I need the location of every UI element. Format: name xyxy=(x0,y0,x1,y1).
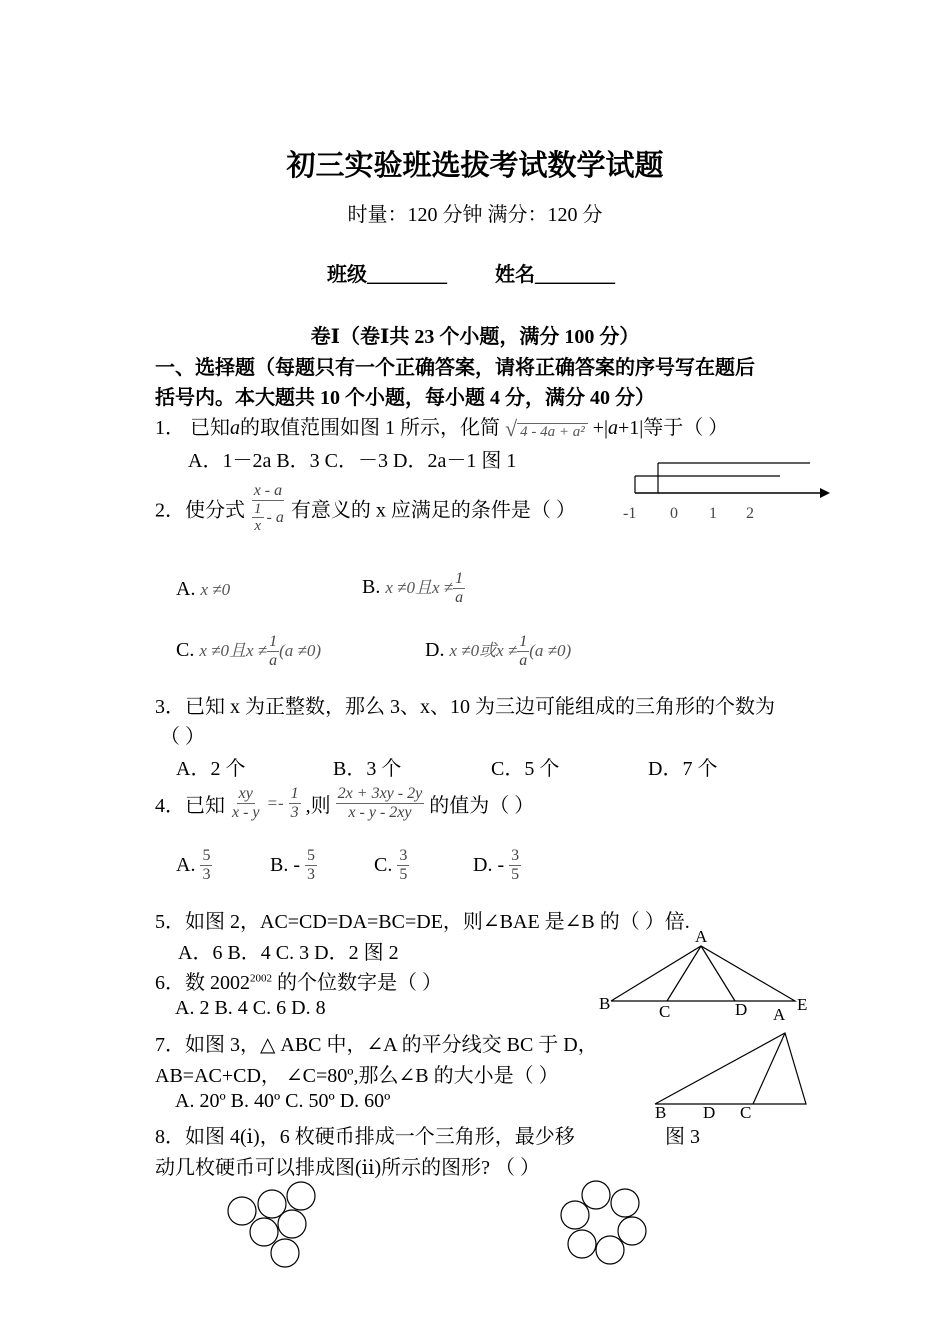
time-info: 时量：120 分钟 满分：120 分 xyxy=(347,204,603,226)
sqrt-expression: √ 4 - 4a + a² xyxy=(505,416,588,442)
part1-heading-cont: 括号内。本大题共 10 个小题，每小题 4 分，满分 40 分） xyxy=(155,387,655,409)
question-6-options: A. 2 B. 4 C. 6 D. 8 xyxy=(175,997,326,1019)
arrow-icon xyxy=(820,488,830,498)
figure-4-i-coins xyxy=(220,1175,330,1275)
question-7: 7．如图 3，△ ABC 中，∠A 的平分线交 BC 于 D， xyxy=(155,1034,598,1056)
figure-3 xyxy=(645,1005,825,1125)
class-field[interactable]: 班级________ xyxy=(327,264,447,286)
coin xyxy=(287,1182,315,1210)
volume-heading: 卷Ⅰ（卷Ⅰ共 23 个小题，满分 100 分） xyxy=(310,326,640,348)
coin xyxy=(278,1210,306,1238)
point-label: A xyxy=(773,1005,786,1024)
coin xyxy=(611,1189,639,1217)
figure-3-caption: 图 3 xyxy=(665,1126,700,1148)
coin xyxy=(561,1201,589,1229)
tick-label: 0 xyxy=(670,505,678,522)
q3-option-b: B．3 个 xyxy=(333,758,402,780)
coin xyxy=(596,1236,624,1264)
tick-label: 1 xyxy=(709,505,717,522)
coin xyxy=(568,1230,596,1258)
page-title: 初三实验班选拔考试数学试题 xyxy=(286,148,664,182)
segment-ac xyxy=(667,946,701,1001)
coin xyxy=(228,1197,256,1225)
q3-option-c: C．5 个 xyxy=(491,758,560,780)
q2-option-d: D. x ≠0或x ≠ $\frac{1}{a}$ (a ≠0) xyxy=(425,633,572,669)
coin xyxy=(271,1239,299,1267)
segment-ad xyxy=(701,946,735,1001)
triangle-bae xyxy=(611,946,795,1001)
q4-option-b: B. - $\frac{5}{3}$ xyxy=(270,847,315,883)
question-6: 6．数 $2002^{2002}$ 的个位数字是（ ） xyxy=(155,972,442,994)
question-3-cont: （ ） xyxy=(160,726,205,748)
point-label: C xyxy=(659,1002,671,1021)
question-8: 8．如图 4(ⅰ)，6 枚硬币排成一个三角形，最少移 xyxy=(155,1126,575,1148)
coin xyxy=(618,1217,646,1245)
triangle-abc xyxy=(655,1033,806,1104)
point-label: D xyxy=(735,1000,748,1019)
point-label: B xyxy=(599,994,611,1013)
q4-option-a: A. $\frac{5}{3}$ xyxy=(176,847,211,883)
q3-option-d: D．7 个 xyxy=(648,758,718,780)
coin xyxy=(250,1218,278,1246)
tick-label: -1 xyxy=(623,505,637,522)
q2-option-b: B. x ≠0且x ≠ $\frac{1}{a}$ xyxy=(362,570,464,606)
question-7-cont: AB=AC+CD， ∠C=80º,那么∠B 的大小是（ ） xyxy=(155,1065,559,1087)
tick-label: 2 xyxy=(746,505,754,522)
coin xyxy=(582,1181,610,1209)
point-label: A xyxy=(695,927,708,946)
question-5-options: A．6 B．4 C. 3 D．2 图 2 xyxy=(178,942,399,964)
figure-4-ii-coins xyxy=(550,1175,660,1275)
question-7-options: A. 20º B. 40º C. 50º D. 60º xyxy=(175,1090,391,1112)
question-3: 3．已知 x 为正整数，那么 3、x、10 为三边可能组成的三角形的个数为 xyxy=(155,696,775,718)
question-8-cont: 动几枚硬币可以排成图(ⅱ)所示的图形? （ ） xyxy=(155,1157,540,1179)
question-4: 4．已知 $\frac{xy}{x - y}$ =- $\frac{1}{3}$ ,则 $\frac{2x + 3xy - 2y}{x - y - 2xy}$ 的值为（ ） xyxy=(155,785,535,821)
q2-fraction: x - a $\frac{1}{x}$ - a xyxy=(253,482,284,534)
question-1: 1． 已知a的取值范围如图 1 所示，化简 √ 4 - 4a + a² +|a+1|等于（ ） xyxy=(155,416,729,442)
question-1-options: A．1－2a B．3 C．－3 D．2a－1 图 1 xyxy=(188,450,517,472)
question-5: 5．如图 2，AC=CD=DA=BC=DE，则∠BAE 是∠B 的（ ）倍. xyxy=(155,911,690,933)
q3-option-a: A．2 个 xyxy=(176,758,246,780)
point-label: C xyxy=(740,1103,752,1122)
point-label: E xyxy=(797,995,808,1014)
name-field[interactable]: 姓名________ xyxy=(495,264,615,286)
q4-option-c: C. $\frac{3}{5}$ xyxy=(374,847,408,883)
number-line-figure xyxy=(615,455,830,530)
q4-option-d: D. - $\frac{3}{5}$ xyxy=(473,847,520,883)
part1-heading: 一、选择题（每题只有一个正确答案，请将正确答案的序号写在题后 xyxy=(155,357,755,379)
q2-option-c: C. x ≠0且x ≠ $\frac{1}{a}$ (a ≠0) xyxy=(176,633,322,669)
point-label: D xyxy=(703,1103,716,1122)
bisector-ad xyxy=(753,1033,785,1104)
point-label: B xyxy=(655,1103,667,1122)
question-2: 2．使分式 x - a $\frac{1}{x}$ - a 有意义的 x 应满足的条件是（ ） xyxy=(155,482,576,534)
q2-option-a: A. x ≠0 xyxy=(176,578,231,600)
